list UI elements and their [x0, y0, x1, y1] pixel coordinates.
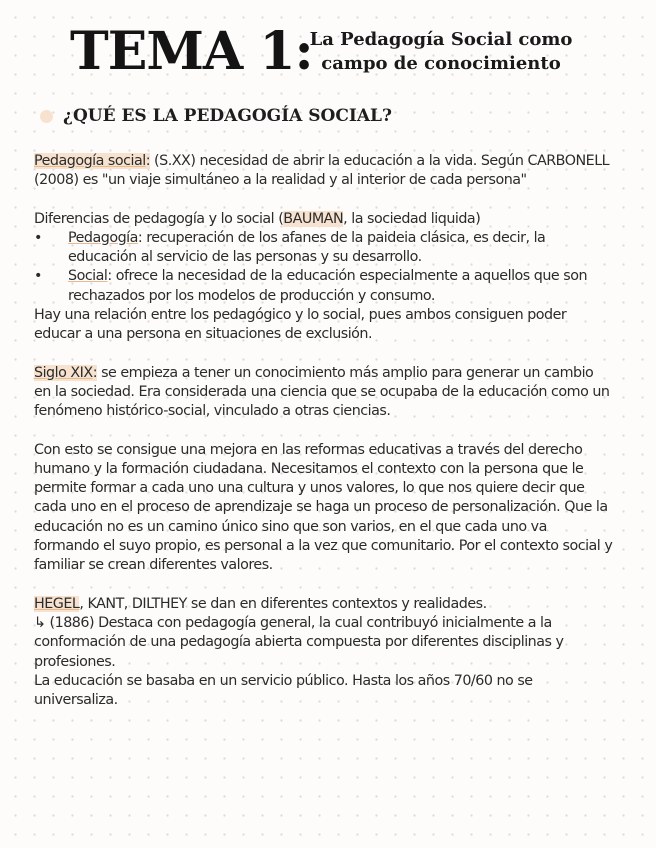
term-highlight: Siglo XIX — [34, 364, 93, 381]
bullet-term: Pedagogía — [68, 229, 138, 246]
paragraph-definition — [34, 152, 614, 191]
term-colon: : — [92, 364, 98, 381]
bullet-icon: • — [34, 268, 42, 285]
paragraph-text: , la sociedad liquida) — [343, 210, 481, 227]
bullet-text: : ofrece la necesidad de la educación especialmente a aquellos que son rechazados por los modelos de producción y consumo. — [68, 268, 588, 304]
topic-title — [296, 28, 586, 76]
topic-number: TEMA 1: — [70, 21, 313, 82]
bullet-term: Social — [68, 268, 108, 285]
paragraph-relation: Hay una relación entre los pedagógico y lo social, pues ambos consiguen poder educar a una persona en situaciones de exclusión. — [34, 307, 567, 343]
paragraph-text: se empieza a tener un conocimiento más amplio para generar un cambio en la sociedad. Era considerada una ciencia que se ocupaba de la educación como un fenómeno histórico-social, vinculado a otras ciencias. — [34, 364, 610, 420]
topic-title-line-2: campo de conocimiento — [321, 53, 561, 74]
paragraph-reformas: Con esto se consigue una mejora en las reformas educativas a través del derecho humano y la formación ciudadana. Necesitamos el contexto con la persona que le permite formar a cada uno una cultura y unos valores, lo que nos quiere decir que cada uno en el proceso de aprendizaje se haga un proceso de personalización. Que la educación no es un camino único sino que son varios, en el que cada uno va formando el suyo propio, es personal a la vez que comunitario. Por el contexto social y familiar se crean diferentes valores. — [34, 441, 613, 574]
bullet-item-social — [34, 267, 614, 306]
author-highlight: HEGEL — [34, 595, 80, 612]
paragraph-siglo-xix — [34, 364, 614, 422]
paragraph-text: , KANT, DILTHEY se dan en diferentes contextos y realidades. — [79, 595, 487, 612]
bullet-icon: • — [34, 229, 42, 246]
author-highlight: BAUMAN — [283, 210, 344, 227]
paragraph-text: (1886) Destaca con pedagogía general, la cual contribuyó inicialmente a la conformación de una pedagogía abierta compuesta por diferentes disciplinas y profesiones. — [34, 614, 564, 670]
paragraph-differences-intro — [34, 210, 614, 229]
paragraph-text: (S.XX) necesidad de abrir la educación a la vida. Según CARBONELL (2008) es "un viaje simultáneo a la realidad y al interior de cada persona" — [34, 153, 610, 189]
heading-dot-icon — [40, 110, 53, 123]
notes-body — [34, 152, 614, 710]
section-heading-text: ¿QUÉ ES LA PEDAGOGÍA SOCIAL? — [63, 106, 392, 126]
bullet-item-pedagogia — [34, 229, 614, 268]
arrow-icon: ↳ — [34, 614, 46, 631]
term-highlight: Pedagogía social — [34, 153, 146, 169]
header — [0, 18, 656, 88]
paragraph-1886 — [34, 614, 614, 672]
paragraph-authors — [34, 595, 614, 614]
topic-title-line-1: La Pedagogía Social como — [309, 29, 573, 50]
paragraph-text: Diferencias de pedagogía y lo social ( — [34, 210, 284, 227]
bullet-text: : recuperación de los afanes de la paideia clásica, es decir, la educación al servicio de las personas y su desarrollo. — [68, 229, 546, 266]
term-colon: : — [145, 153, 151, 169]
section-heading — [40, 104, 392, 128]
paragraph-servicio-publico: La educación se basaba en un servicio público. Hasta los años 70/60 no se universaliza. — [34, 672, 533, 709]
